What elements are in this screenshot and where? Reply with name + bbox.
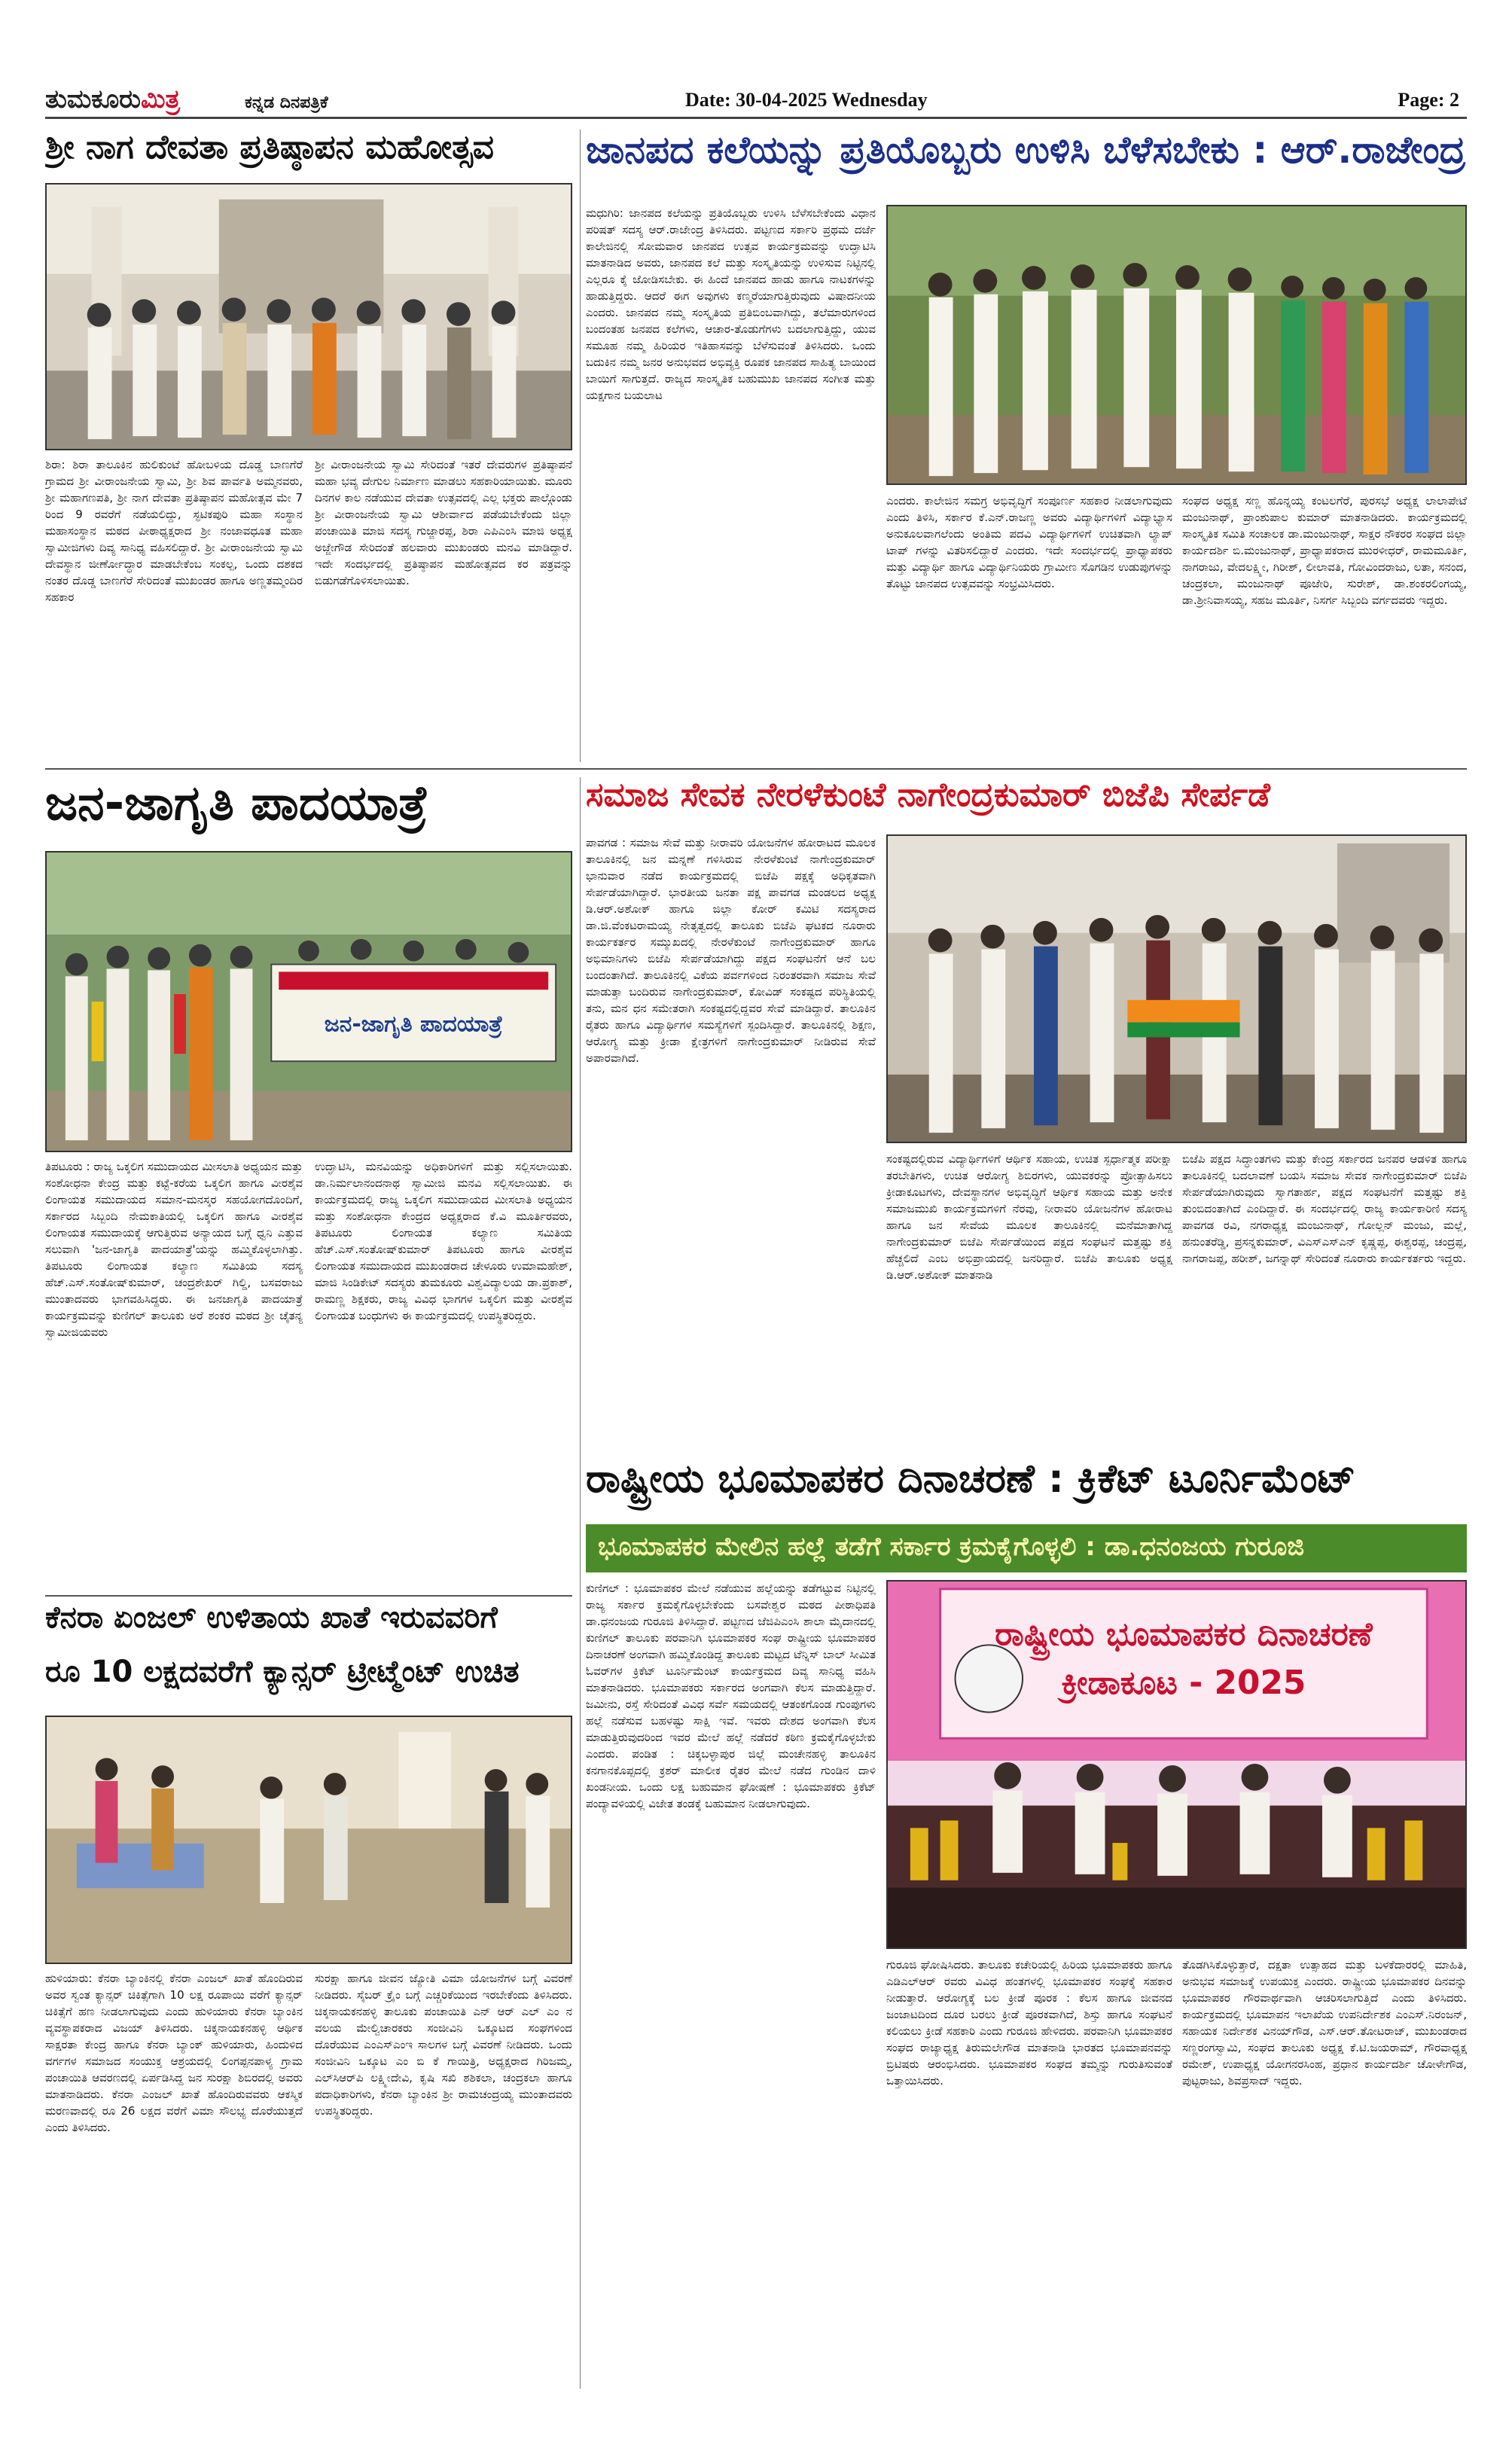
bjp-column-1: ಪಾವಗಡ : ಸಮಾಜ ಸೇವೆ ಮತ್ತು ನೀರಾವರಿ ಯೋಜನೆಗಳ ಹೋರಾಟದ ಮೂಲಕ ತಾಲೂಕಿನಲ್ಲಿ ಜನ ಮನ್ನಣೆ ಗಳಿಸಿರುವ ನೇರಳೆಕುಂಟೆ ನಾಗೇಂದ್ರಕುಮಾರ್ ಭಾನುವಾರ ನಡೆದ ಕಾರ್ಯಕ್ರಮದಲ್ಲಿ ಬಿಜೆಪಿ ಪಕ್ಷಕ್ಕೆ ಅಧಿಕೃತವಾಗಿ ಸೇರ್ಪಡೆಯಾಗಿದ್ದಾರೆ. ಭಾರತೀಯ ಜನತಾ ಪಕ್ಷ ಪಾವಗಡ ಮಂಡಲದ ಅಧ್ಯಕ್ಷ ಡಿ.ಆರ್.ಅಶೋಕ್ ಹಾಗೂ ಜಿಲ್ಲಾ ಕೋರ್ ಕಮಿಟಿ ಸದಸ್ಯರಾದ ಡಾ.ಜಿ.ವೆಂಕಟರಾಮಯ್ಯ ನೇತೃತ್ವದಲ್ಲಿ ತಾಲೂಕು ಬಿಜೆಪಿ ಘಟಕದ ನೂರಾರು ಕಾರ್ಯಕರ್ತರ ಸಮ್ಮುಖದಲ್ಲಿ ನೇರಳೆಕುಂಟೆ ನಾಗೇಂದ್ರಕುಮಾರ್ ಹಾಗೂ ಅಭಿಮಾನಿಗಳು ಬಿಜೆಪಿ ಸೇರ್ಪಡೆಯಾಗಿದ್ದು ಪಕ್ಷದ ಸಂಘಟನೆಗೆ ಆನೆ ಬಲ ಬಂದಂತಾಗಿದೆ. ತಾಲೂಕಿನಲ್ಲಿ ವಿಕೆಯ ಪರ್ವಗಳಿಂದ ನಿರಂತರವಾಗಿ ಸಮಾಜ ಸೇವೆ ಮಾಡುತ್ತಾ ಬಂದಿರುವ ನಾಗೇಂದ್ರಕುಮಾರ್, ಕೋವಿಡ್ ಸಂಕಷ್ಟದ ಪರಿಸ್ಥಿತಿಯಲ್ಲಿ ತನು, ಮನ ಧನ ಸಮೇತರಾಗಿ ಸಂಕಷ್ಟದಲ್ಲಿದ್ದವರ ಸೇವೆ ಮಾಡಿದ್ದಾರೆ. ತಾಲೂಕಿನ ರೈತರು ಹಾಗೂ ವಿದ್ಯಾರ್ಥಿಗಳ ಸಮಸ್ಯೆಗಳಿಗೆ ಸ್ಪಂದಿಸಿದ್ದಾರೆ. ತಾಲೂಕಿನಲ್ಲಿ ಶಿಕ್ಷಣ, ಆರೋಗ್ಯ ಮತ್ತು ಕ್ರೀಡಾ ಕ್ಷೇತ್ರಗಳಿಗೆ ನಾಗೇಂದ್ರಕುಮಾರ್ ನೀಡಿರುವ ಸೇವೆ ಅಪಾರವಾಗಿದೆ. (586, 836, 876, 1065)
issue-date: Date: 30-04-2025 Wednesday (685, 89, 928, 111)
masthead (45, 83, 1467, 119)
headline-canara-line2: ರೂ 10 ಲಕ್ಷದವರೆಗೆ ಕ್ಯಾನ್ಸರ್ ಟ್ರೀಟ್ಮೆಂಟ್ ಉಚಿತ (45, 1655, 520, 1689)
subheadline-bhumapaka: ಭೂಮಾಪಕರ ಮೇಲಿನ ಹಲ್ಲೆ ತಡೆಗೆ ಸರ್ಕಾರ ಕ್ರಮಕೈಗೊಳ್ಳಲಿ : ಡಾ.ಧನಂಜಯ ಗುರೂಜಿ (586, 1524, 1467, 1572)
photo-jagruti-rally (45, 851, 572, 1152)
newspaper-logo (45, 84, 180, 114)
bhumapaka-column-3: ತೊಡಗಿಸಿಕೊಳ್ಳುತ್ತಾರೆ, ದಕ್ಷತಾ ಉತ್ಸಾಹದ ಮತ್ತು ಬಳಕೆದಾರರಲ್ಲಿ ಮಾಹಿತಿ, ಅನುಭವ ಸಮಾಜಕ್ಕೆ ಉಪಯುಕ್ತ ಎಂದರು. ರಾಷ್ಟ್ರೀಯ ಭೂಮಾಪಕರ ದಿನವನ್ನು ಭೂಮಾಪಕರ ಗೌರವಾರ್ಥವಾಗಿ ಆಚರಿಸಲಾಗುತ್ತಿದೆ ಎಂದು ತಿಳಿಸಿದರು. ಕಾರ್ಯಕ್ರಮದಲ್ಲಿ ಭೂಮಾಪನ ಇಲಾಖೆಯ ಉಪನಿರ್ದೇಶಕ ಎಂಎಸ್.ನಿರಂಜನ್, ಸಹಾಯಕ ನಿರ್ದೇಶಕ ವಿನಯ್‌ಗೌಡ, ಎಸ್.ಆರ್.ತೋಟರಾಜ್, ಮುಖಂಡರಾದ ಸಣ್ಣರಂಗಸ್ವಾಮಿ, ಸಂಘದ ತಾಲೂಕು ಅಧ್ಯಕ್ಷ ಕೆ.ಟಿ.ಜಯರಾಮ್, ಗೌರವಾಧ್ಯಕ್ಷ ರಮೇಶ್, ಉಪಾಧ್ಯಕ್ಷ ಯೋಗನರಸಿಂಹ, ಪ್ರಧಾನ ಕಾರ್ಯದರ್ಶಿ ಚೋಳೇಗೌಡ, ಪುಟ್ಟರಾಜು, ಶಿವಪ್ರಸಾದ್ ಇದ್ದರು. (1182, 1958, 1467, 2088)
headline-canara-line1: ಕೆನರಾ ಏಂಜಲ್ ಉಳಿತಾಯ ಖಾತೆ ಇರುವವರಿಗೆ (45, 1601, 498, 1635)
bhumapaka-column-2: ಗುರೂಜಿ ಘೋಷಿಸಿದರು. ತಾಲೂಕು ಕಚೇರಿಯಲ್ಲಿ ಹಿರಿಯ ಭೂಮಾಪಕರು ಹಾಗೂ ಎಡಿಎಲ್‌ಆರ್ ರವರು ವಿವಿಧ ಹಂತಗಳಲ್ಲಿ ಭೂಮಾಪಕರ ಸಂಘಕ್ಕೆ ಸಹಕಾರ ನೀಡುತ್ತಾರೆ. ಆರೋಗ್ಯಕ್ಕೆ ಬಲ ಕ್ರೀಡೆ ಪೂರಕ : ಕೆಲಸ ಹಾಗೂ ಜೀವನದ ಜಂಜಾಟದಿಂದ ದೂರ ಬರಲು ಕ್ರೀಡೆ ಪೂರಕವಾಗಿದೆ, ಶಿಸ್ತು ಹಾಗೂ ಸಂಘಟನೆ ಕಲಿಯಲು ಕ್ರೀಡೆ ಸಹಕಾರಿ ಎಂದು ಗುರೂಜಿ ಹೇಳಿದರು. ಪರವಾನಿಗಿ ಭೂಮಾಪಕರ ಸಂಘದ ರಾಜ್ಯಾಧ್ಯಕ್ಷ ತಿರುಮಲೇಗೌಡ ಮಾತನಾಡಿ ಭಾರತದ ಭೂಮಾಪನವನ್ನು ಬ್ರಿಟಿಷರು ಆರಂಭಿಸಿದರು. ಭೂಮಾಪಕರ ಸಂಘದ ತಮ್ಮನ್ನು ಗುರುತಿಸುವಂತೆ ಒತ್ತಾಯಿಸಿದರು. (886, 1958, 1172, 2088)
bjp-group-photo (888, 836, 1465, 1142)
photo-naga-temple (45, 183, 572, 450)
photo-canara-meeting (45, 1716, 572, 1964)
logo-accent: ಮಿತ್ರ (140, 84, 180, 114)
column-divider (580, 777, 581, 2389)
bhumapaka-stage-photo (888, 1581, 1465, 1947)
naga-column-1: ಶಿರಾ: ಶಿರಾ ತಾಲೂಕಿನ ಹುಲಿಕುಂಟೆ ಹೋಬಳಿಯ ದೊಡ್ಡ ಬಾಣಗೆರೆ ಗ್ರಾಮದ ಶ್ರೀ ವೀರಾಂಜನೇಯ ಸ್ವಾಮಿ, ಶ್ರೀ ಶಿವ ಪಾರ್ವತಿ ಅಮ್ಮನವರು, ಶ್ರೀ ಮಹಾಗಣಪತಿ, ಶ್ರೀ ನಾಗ ದೇವತಾ ಪ್ರತಿಷ್ಠಾಪನ ಮಹೋತ್ಸವ ಮೇ 7 ರಿಂದ 9 ರವರೆಗೆ ನಡೆಯಲಿದ್ದು, ಸ್ಫಟಿಕಪುರಿ ಮಹಾ ಸಂಸ್ಥಾನ ಮಹಾಸಂಸ್ಥಾನ ಮಠದ ಪೀಠಾಧ್ಯಕ್ಷರಾದ ಶ್ರೀ ನಂಜಾವಧೂತ ಮಹಾ ಸ್ವಾಮೀಜಿಗಳು ದಿವ್ಯ ಸಾನಿಧ್ಯ ವಹಿಸಲಿದ್ದಾರೆ. ಶ್ರೀ ವೀರಾಂಜನೇಯ ಸ್ವಾಮಿ ದೇವಸ್ಥಾನ ಜೀರ್ಣೋದ್ಧಾರ ಮಾಡಬೇಕೆಂಬ ಸಂಕಲ್ಪ, ಒಂದು ದಶಕದ ನಂತರ ದೊಡ್ಡ ಬಾಣಗೆರೆ ಸೇರಿದಂತೆ ಮುಖಂಡರ ಹಾಗೂ ಅಣ್ಣತಮ್ಮಂದಿರ ಸಹಕಾರ (45, 458, 303, 604)
canara-meeting-photo (47, 1717, 571, 1963)
rally-group-photo (47, 852, 571, 1151)
photo-janapada-event (886, 205, 1467, 485)
stage-banner-line1: ರಾಷ್ಟ್ರೀಯ ಭೂಮಾಪಕರ ದಿನಾಚರಣೆ (995, 1615, 1373, 1654)
page-number: Page: 2 (1398, 89, 1459, 111)
janapada-column-3: ಸಂಘದ ಅಧ್ಯಕ್ಷ ಸಣ್ಣ ಹೊನ್ನಯ್ಯ ಕಂಟಲಗೆರೆ, ಪುರಸಭೆ ಅಧ್ಯಕ್ಷ ಲಾಲಾಪೇಟೆ ಮಂಜುನಾಥ್, ಪ್ರಾಂಶುಪಾಲ ಕುಮಾರ್ ಮಾತನಾಡಿದರು. ಕಾರ್ಯಕ್ರಮದಲ್ಲಿ ಸಾಂಸ್ಕೃತಿಕ ಸಮಿತಿ ಸಂಚಾಲಕ ಡಾ.ಮಂಜುನಾಥ್, ಸಾಕ್ಷರ ನೌಕರರ ಸಂಘದ ಜಿಲ್ಲಾ ಕಾರ್ಯದರ್ಶಿ ಬಿ.ಮಂಜುನಾಥ್, ಪ್ರಾಧ್ಯಾಪಕರಾದ ಮುರಳೀಧರ್, ರಾಮಮೂರ್ತಿ, ನಾಗರಾಜು, ವೇದಲಕ್ಷ್ಮೀ, ಗಿರೀಶ್, ಲೀಲಾವತಿ, ಗೋವಿಂದರಾಜು, ಲತಾ, ಸನಂದ, ಚಂದ್ರಕಲಾ, ಮಂಜುನಾಥ್ ಪೂಜೇರಿ, ಸುರೇಶ್, ಡಾ.ಶಂಕರಲಿಂಗಯ್ಯ, ಡಾ.ಶ್ರೀನಿವಾಸಯ್ಯ, ಸಹಜ ಮೂರ್ತಿ, ನಿಸರ್ಗ ಸಿಬ್ಬಂದಿ ವರ್ಗದವರು ಇದ್ದರು. (1182, 494, 1467, 607)
jagruti-column-1: ತಿಪಟೂರು : ರಾಜ್ಯ ಒಕ್ಕಲಿಗ ಸಮುದಾಯದ ಮೀಸಲಾತಿ ಅಧ್ಯಯನ ಮತ್ತು ಸಂಶೋಧನಾ ಕೇಂದ್ರ ಮತ್ತು ಕಟ್ಟೆ-ಕರೆಯ ಒಕ್ಕಲಿಗ ಹಾಗೂ ವೀರಶೈವ ಲಿಂಗಾಯತ ಸಮುದಾಯದ ಸಮಾನ-ಮನಸ್ಕರ ಸಹಯೋಗದೊಂದಿಗೆ, ಸರ್ಕಾರದ ಸಿಬ್ಬಂದಿ ನೇಮಕಾತಿಯಲ್ಲಿ ಒಕ್ಕಲಿಗ ಹಾಗೂ ವೀರಶೈವ ಲಿಂಗಾಯತ ಸಮುದಾಯಕ್ಕೆ ಆಗುತ್ತಿರುವ ಅನ್ಯಾಯದ ಬಗ್ಗೆ ಧ್ವನಿ ಎತ್ತುವ ಸಲುವಾಗಿ 'ಜನ-ಜಾಗೃತಿ ಪಾದಯಾತ್ರೆ'ಯನ್ನು ಹಮ್ಮಿಕೊಳ್ಳಲಾಗಿತ್ತು. ತಿಪಟೂರು ಲಿಂಗಾಯತ ಕಲ್ಯಾಣ ಸಮಿತಿಯ ಸದಸ್ಯ ಹೆಚ್.ಎಸ್.ಸಂತೋಷ್‌ಕುಮಾರ್, ಚಂದ್ರಶೇಖರ್ ಗಿಲ್ಡಿ, ಬಸವರಾಜು ಮುಂತಾದವರು ಭಾಗವಹಿಸಿದ್ದರು. ಈ ಜನಜಾಗೃತಿ ಪಾದಯಾತ್ರೆ ಕಾರ್ಯಕ್ರಮವನ್ನು ಕುಣಿಗಲ್ ತಾಲೂಕು ಅರೆ ಶಂಕರ ಮಠದ ಶ್ರೀ ಚೈತನ್ಯ ಸ್ವಾಮೀಜಿಯವರು (45, 1160, 303, 1339)
headline-jagruti: ಜನ-ಜಾಗೃತಿ ಪಾದಯಾತ್ರೆ (45, 777, 428, 831)
stage-banner-line2: ಕ್ರೀಡಾಕೂಟ - 2025 (1061, 1663, 1306, 1702)
logo-main: ತುಮಕೂರು (45, 84, 141, 114)
canara-column-2: ಸುರಕ್ಷಾ ಹಾಗೂ ಜೀವನ ಜ್ಯೋತಿ ವಿಮಾ ಯೋಜನೆಗಳ ಬಗ್ಗೆ ವಿವರಣೆ ನೀಡಿದರು. ಸೈಬರ್ ಕ್ರೈಂ ಬಗ್ಗೆ ಎಚ್ಚರಿಕೆಯಿಂದ ಇರಬೇಕೆಂದು ತಿಳಿಸಿದರು. ಚಿಕ್ಕನಾಯಕನಹಳ್ಳಿ ತಾಲೂಕು ಪಂಚಾಯಿತಿ ಎನ್ ಆರ್ ಎಲ್ ಎಂ ನ ವಲಯ ಮೇಲ್ವಿಚಾರಕರು ಸಂಜೀವಿನಿ ಒಕ್ಕೂಟದ ಸಂಘಗಳಿಂದ ದೊರೆಯುವ ಎಂಎಸ್‌ಎಂಇ ಸಾಲಗಳ ಬಗ್ಗೆ ವಿವರಣೆ ನೀಡಿದರು. ಒಂದು ಸಂಜೀವಿನಿ ಒಕ್ಕೂಟ ಎಂ ಬಿ ಕೆ ಗಾಯಿತ್ರಿ, ಅಧ್ಯಕ್ಷರಾದ ಗಿರಿಜಮ್ಮ, ಎಲ್‌ಸಿಆರ್‌ಪಿ ಲಕ್ಷ್ಮೀದೇವಿ, ಕೃಷಿ ಸಖಿ ಶಶಿಕಲಾ, ಚಂದ್ರಕಲಾ ಹಾಗೂ ಪದಾಧಿಕಾರಿಗಳು, ಕೆನರಾ ಬ್ಯಾಂಕಿನ ಶ್ರೀ ರಾಮಚಂದ್ರಯ್ಯ ಮುಂತಾದವರು ಉಪಸ್ಥಿತರಿದ್ದರು. (315, 1972, 572, 2118)
bjp-column-2: ಸಂಕಷ್ಟದಲ್ಲಿರುವ ವಿದ್ಯಾರ್ಥಿಗಳಿಗೆ ಆರ್ಥಿಕ ಸಹಾಯ, ಉಚಿತ ಸ್ಪರ್ಧಾತ್ಮಕ ಪರೀಕ್ಷಾ ತರಬೇತಿಗಳು, ಉಚಿತ ಆರೋಗ್ಯ ಶಿಬಿರಗಳು, ಯುವಕರನ್ನು ಪ್ರೋತ್ಸಾಹಿಸಲು ಕ್ರೀಡಾಕೂಟಗಳು, ದೇವಸ್ಥಾನಗಳ ಅಭಿವೃದ್ಧಿಗೆ ಆರ್ಥಿಕ ಸಹಾಯ ಮತ್ತು ಅನೇಕ ಸಮಾಜಮುಖಿ ಕಾರ್ಯಕ್ರಮಗಳಿಗೆ ನೆರವು, ನೀರಾವರಿ ಯೋಜನೆಗಳ ಹೋರಾಟ ಹಾಗೂ ಜನ ಸೇವೆಯ ಮೂಲಕ ತಾಲೂಕಿನಲ್ಲಿ ಮನೆಮಾತಾಗಿದ್ದ ನಾಗೇಂದ್ರಕುಮಾರ್ ಬಿಜೆಪಿ ಸೇರ್ಪಡೆಯಿಂದ ಪಕ್ಷದ ಸಂಘಟನೆ ಮತ್ತಷ್ಟು ಶಕ್ತಿ ಹೆಚ್ಚಲಿದೆ ಎಂಬ ಅಭಿಪ್ರಾಯದಲ್ಲಿ ಜನರಿದ್ದಾರೆ. ಬಿಜೆಪಿ ತಾಲೂಕು ಅಧ್ಯಕ್ಷ ಡಿ.ಆರ್.ಅಶೋಕ್ ಮಾತನಾಡಿ (886, 1152, 1172, 1282)
rally-banner-text: ಜನ-ಜಾಗೃತಿ ಪಾದಯಾತ್ರೆ (324, 1011, 503, 1038)
headline-janapada: ಜಾನಪದ ಕಲೆಯನ್ನು ಪ್ರತಿಯೊಬ್ಬರು ಉಳಿಸಿ ಬೆಳೆಸಬೇಕು : ಆರ್.ರಾಜೇಂದ್ರ (586, 130, 1466, 172)
column-divider (580, 130, 581, 762)
bhumapaka-column-1: ಕುಣಿಗಲ್ : ಭೂಮಾಪಕರ ಮೇಲೆ ನಡೆಯುವ ಹಲ್ಲೆಯನ್ನು ತಡೆಗಟ್ಟುವ ನಿಟ್ಟಿನಲ್ಲಿ ರಾಜ್ಯ ಸರ್ಕಾರ ಕ್ರಮಕೈಗೊಳ್ಳಬೇಕೆಂದು ಬಸವೇಶ್ವರ ಮಠದ ಪೀಠಾಧಿಪತಿ ಡಾ.ಧನಂಜಯ ಗುರೂಜಿ ತಿಳಿಸಿದ್ದಾರೆ. ಪಟ್ಟಣದ ಜೆಜಿಪಿಎಂಸಿ ಶಾಲಾ ಮೈದಾನದಲ್ಲಿ ಕುಣಿಗಲ್ ತಾಲೂಕು ಪರವಾನಿಗಿ ಭೂಮಾಪಕರ ಸಂಘ ರಾಷ್ಟ್ರೀಯ ಭೂಮಾಪಕರ ದಿನಾಚರಣೆ ಅಂಗವಾಗಿ ಹಮ್ಮಿಕೊಂಡಿದ್ದ ತಾಲೂಕು ಮಟ್ಟದ ಟೆನ್ನಿಸ್ ಬಾಲ್ ಸೀಮಿತ ಓವರ್‌ಗಳ ಕ್ರಿಕೆಟ್ ಟೂರ್ನಿಮೆಂಟ್ ಕಾರ್ಯಕ್ರಮದ ದಿವ್ಯ ಸಾನಿಧ್ಯ ವಹಿಸಿ ಮಾತನಾಡಿದರು. ಭೂಮಾಪಕರು ಸರ್ಕಾರದ ಅಂಗವಾಗಿ ಕೆಲಸ ಮಾಡುತ್ತಿದ್ದಾರೆ. ಜಮೀನು, ರಸ್ತೆ ಸೇರಿದಂತೆ ವಿವಿಧ ಸರ್ವೆ ಸಮಯದಲ್ಲಿ ಆತಂಕಗೊಂಡ ಗುಂಪುಗಳು ಹಲ್ಲೆ ನಡೆಸುವ ಬಹಳಷ್ಟು ಸಾಕ್ಷಿ ಇವೆ. ಇವರು ದೇಶದ ಅಂಗವಾಗಿ ಕೆಲಸ ಮಾಡುತ್ತಿರುವುದರಿಂದ ಇವರ ಮೇಲೆ ಹಲ್ಲೆ ನಡೆದರೆ ಕಠಿಣ ಕ್ರಮಕೈಗೊಳ್ಳಬೇಕು ಎಂದರು. ಪಂಡಿತ : ಚಿಕ್ಕಬಳ್ಳಾಪುರ ಜಿಲ್ಲೆ ಮಂಚೇನಹಳ್ಳಿ ತಾಲೂಕಿನ ಕನಗಾನಕೊಪ್ಪದಲ್ಲಿ ಕ್ರಶರ್ ಮಾಲೀಕ ರೈತರ ಮೇಲೆ ನಡೆದ ಗುಂಡಿನ ದಾಳಿ ಖಂಡನೀಯ. ಒಂದು ಲಕ್ಷ ಬಹುಮಾನ ಘೋಷಣೆ : ಭೂಮಾಪಕರು ಕ್ರಿಕೆಟ್ ಪಂದ್ಯಾವಳಿಯಲ್ಲಿ ವಿಜೇತ ತಂಡಕ್ಕೆ ಬಹುಮಾನ ನೀಡಲಾಗುವುದು. (586, 1581, 876, 1810)
newspaper-tagline: ಕನ್ನಡ ದಿನಪತ್ರಿಕೆ (245, 93, 328, 112)
janapada-column-1: ಮಧುಗಿರಿ: ಜಾನಪದ ಕಲೆಯನ್ನು ಪ್ರತಿಯೊಬ್ಬರು ಉಳಿಸಿ ಬೆಳೆಸಬೇಕೆಂದು ವಿಧಾನ ಪರಿಷತ್ ಸದಸ್ಯ ಆರ್.ರಾಜೇಂದ್ರ ತಿಳಿಸಿದರು. ಪಟ್ಟಣದ ಸರ್ಕಾರಿ ಪ್ರಥಮ ದರ್ಜೆ ಕಾಲೇಜಿನಲ್ಲಿ ಸೋಮವಾರ ಜಾನಪದ ಉತ್ಸವ ಕಾರ್ಯಕ್ರಮವನ್ನು ಉದ್ಘಾಟಿಸಿ ಮಾತನಾಡಿದ ಅವರು, ಜಾನಪದ ಕಲೆ ಮತ್ತು ಸಂಸ್ಕೃತಿಯನ್ನು ಉಳಿಸುವ ನಿಟ್ಟಿನಲ್ಲಿ ಎಲ್ಲರೂ ಕೈ ಜೋಡಿಸಬೇಕು. ಈ ಹಿಂದೆ ಜಾನಪದ ಹಾಡು ಹಾಗೂ ನಾಟಕಗಳನ್ನು ಹಾಡುತ್ತಿದ್ದರು. ಆದರೆ ಈಗ ಅವುಗಳು ಕಣ್ಮರೆಯಾಗುತ್ತಿರುವುದು ವಿಷಾದನೀಯ ಎಂದರು. ಜಾನಪದ ನಮ್ಮ ಸಂಸ್ಕೃತಿಯ ಪ್ರತಿಬಿಂಬವಾಗಿದ್ದು, ತಲೆಮಾರುಗಳಿಂದ ಬಂದಂತಹ ಜನಪದ ಕಲೆಗಳು, ಆಚಾರ-ತೊಡುಗೆಗಳು ಬದಲಾಗುತ್ತಿದ್ದು, ಯುವ ಸಮೂಹ ನಮ್ಮ ಹಿರಿಯರ ಇತಿಹಾಸವನ್ನು ಬೆಳೆಸುವಂತೆ ತಿಳಿಸಿದರು. ಒಂದು ಬದುಕಿನ ನಮ್ಮ ಜನರ ಅನುಭವದ ಅಭಿವ್ಯಕ್ತಿ ರೂಪಕ ಜಾನಪದ ಸಾಹಿತ್ಯ ಬಾಯಿಂದ ಬಾಯಿಗೆ ಸಾಗುತ್ತದೆ. ರಾಜ್ಯದ ಸಾಂಸ್ಕೃತಿಕ ಬಹುಮುಖ ಜಾನಪದ ಸಂಗೀತ ಮತ್ತು ಯಕ್ಷಗಾನ ಬಯಲಾಟ (586, 206, 876, 402)
naga-column-2: ಶ್ರೀ ವೀರಾಂಜನೇಯ ಸ್ವಾಮಿ ಸೇರಿದಂತೆ ಇತರೆ ದೇವರುಗಳ ಪ್ರತಿಷ್ಠಾಪನೆ ಮಹಾ ಭವ್ಯ ದೇಗುಲ ನಿರ್ಮಾಣ ಮಾಡಲು ಸಹಕಾರಿಯಾಯಿತು. ಮೂರು ದಿನಗಳ ಕಾಲ ನಡೆಯುವ ದೇವತಾ ಉತ್ಸವದಲ್ಲಿ ಎಲ್ಲ ಭಕ್ತರು ಪಾಲ್ಗೊಂಡು ಶ್ರೀ ವೀರಾಂಜನೇಯ ಸ್ವಾಮಿ ಆಶೀರ್ವಾದ ಪಡೆಯಬೇಕೆಂದು ಜಿಲ್ಲಾ ಪಂಚಾಯಿತಿ ಮಾಜಿ ಸದಸ್ಯ ಗುಜ್ಜಾರಪ್ಪ, ಶಿರಾ ಎಪಿಎಂಸಿ ಮಾಜಿ ಅಧ್ಯಕ್ಷ ಅಜ್ಜೇಗೌಡ ಸೇರಿದಂತೆ ಹಲವಾರು ಮುಖಂಡರು ಮನವಿ ಮಾಡಿದ್ದಾರೆ. ಇದೇ ಸಂದರ್ಭದಲ್ಲಿ ಪ್ರತಿಷ್ಠಾಪನ ಮಹೋತ್ಸವದ ಕರ ಪತ್ರವನ್ನು ಬಿಡುಗಡೆಗೊಳಿಸಲಾಯಿತು. (315, 458, 572, 587)
section-divider (45, 1595, 572, 1597)
headline-naga: ಶ್ರೀ ನಾಗ ದೇವತಾ ಪ್ರತಿಷ್ಠಾಪನ ಮಹೋತ್ಸವ (45, 130, 494, 166)
headline-bjp: ಸಮಾಜ ಸೇವಕ ನೇರಳೆಕುಂಟೆ ನಾಗೇಂದ್ರಕುಮಾರ್ ಬಿಜೆಪಿ ಸೇರ್ಪಡೆ (586, 777, 1270, 814)
photo-bhumapaka-stage (886, 1580, 1467, 1949)
headline-bhumapaka: ರಾಷ್ಟ್ರೀಯ ಭೂಮಾಪಕರ ದಿನಾಚರಣೆ : ಕ್ರಿಕೆಟ್ ಟೂರ್ನಿಮೆಂಟ್ (586, 1458, 1356, 1502)
photo-bjp-joining (886, 834, 1467, 1143)
canara-column-1: ಹುಳಿಯಾರು: ಕೆನರಾ ಬ್ಯಾಂಕಿನಲ್ಲಿ ಕೆನರಾ ಎಂಜಲ್ ಖಾತೆ ಹೊಂದಿರುವ ಅವರ ಸ್ವಂತ ಕ್ಯಾನ್ಸರ್ ಚಿಕಿತ್ಸೆಗಾಗಿ 10 ಲಕ್ಷ ರೂಪಾಯಿ ವರೆಗೆ ಕ್ಯಾನ್ಸರ್ ಚಿಕಿತ್ಸೆಗೆ ಹಣ ನೀಡಲಾಗುವುದು ಎಂದು ಹುಳಿಯಾರು ಕೆನರಾ ಬ್ಯಾಂಕಿನ ವ್ಯವಸ್ಥಾಪಕರಾದ ವಿಜಯ್ ತಿಳಿಸಿದರು. ಚಿಕ್ಕನಾಯಕನಹಳ್ಳಿ ಆರ್ಥಿಕ ಸಾಕ್ಷರತಾ ಕೇಂದ್ರ ಹಾಗೂ ಕೆನರಾ ಬ್ಯಾಂಕ್ ಹುಳಿಯಾರು, ಹಿಂದುಳಿದ ವರ್ಗಗಳ ಸಮಾಜದ ಸಂಯುಕ್ತ ಆಶ್ರಯದಲ್ಲಿ ಲಿಂಗಪ್ಪನಪಾಳ್ಯ ಗ್ರಾಮ ಪಂಚಾಯಿತಿ ಆವರಣದಲ್ಲಿ ಏರ್ಪಡಿಸಿದ್ದ ಜನ ಸುರಕ್ಷಾ ಶಿಬಿರದಲ್ಲಿ ಅವರು ಮಾತನಾಡಿದರು. ಕೆನರಾ ಎಂಜಲ್ ಖಾತೆ ಹೊಂದಿರುವವರು ಆಕಸ್ಮಿಕ ಮರಣವಾದಲ್ಲಿ ರೂ 26 ಲಕ್ಷದ ವರೆಗೆ ವಿಮಾ ಸೌಲಭ್ಯ ದೊರೆಯುತ್ತದೆ ಎಂದು ತಿಳಿಸಿದರು. (45, 1972, 303, 2134)
section-divider (45, 768, 1467, 770)
janapada-column-2: ಎಂದರು. ಕಾಲೇಜಿನ ಸಮಗ್ರ ಅಭಿವೃದ್ಧಿಗೆ ಸಂಪೂರ್ಣ ಸಹಕಾರ ನೀಡಲಾಗುವುದು ಎಂದು ತಿಳಿಸಿ, ಸರ್ಕಾರ ಕೆ.ಎನ್.ರಾಜಣ್ಣ ಅವರು ವಿದ್ಯಾರ್ಥಿಗಳಿಗೆ ವಿದ್ಯಾಭ್ಯಾಸ ಅನುಕೂಲವಾಗಲೆಂದು ಅಂತಿಮ ಪದವಿ ವಿದ್ಯಾರ್ಥಿಗಳಿಗೆ ಉಚಿತವಾಗಿ ಲ್ಯಾಪ್ ಟಾಪ್ ಗಳನ್ನು ವಿತರಿಸಲಿದ್ದಾರೆ ಎಂದರು. ಇದೇ ಸಂದರ್ಭದಲ್ಲಿ ಪ್ರಾಧ್ಯಾಪಕರು ಮತ್ತು ವಿದ್ಯಾರ್ಥಿ ಹಾಗೂ ವಿದ್ಯಾರ್ಥಿನಿಯರು ಗ್ರಾಮೀಣ ಸೊಗಡಿನ ಉಡುಪುಗಳನ್ನು ತೊಟ್ಟು ಜಾನಪದ ಉತ್ಸವವನ್ನು ಸಂಭ್ರಮಿಸಿದರು. (886, 494, 1172, 590)
jagruti-column-2: ಉದ್ಘಾಟಿಸಿ, ಮನವಿಯನ್ನು ಅಧಿಕಾರಿಗಳಿಗೆ ಮತ್ತು ಸಲ್ಲಿಸಲಾಯಿತು. ಡಾ.ನಿರ್ಮಲಾನಂದನಾಥ ಸ್ವಾಮೀಜಿ ಮನವಿ ಸಲ್ಲಿಸಲಾಯಿತು. ಈ ಕಾರ್ಯಕ್ರಮದಲ್ಲಿ ರಾಜ್ಯ ಒಕ್ಕಲಿಗ ಸಮುದಾಯದ ಮೀಸಲಾತಿ ಅಧ್ಯಯನ ಮತ್ತು ಸಂಶೋಧನಾ ಕೇಂದ್ರದ ಅಧ್ಯಕ್ಷರಾದ ಕೆ.ವಿ ಮೂರ್ತಿರವರು, ತಿಪಟೂರು ಲಿಂಗಾಯತ ಕಲ್ಯಾಣ ಸಮಿತಿಯ ಹೆಚ್.ಎಸ್.ಸಂತೋಷ್‌ಕುಮಾರ್ ತಿಪಟೂರು ಹಾಗೂ ವೀರಶೈವ ಲಿಂಗಾಯತ ಸಮುದಾಯದ ಮುಖಂಡರಾದ ಚೇಳೂರು ಉಮಾಮಹೇಶ್, ಮಾಜಿ ಸಿಂಡಿಕೇಟ್ ಸದಸ್ಯರು ತುಮಕೂರು ವಿಶ್ವವಿದ್ಯಾಲಯ ಡಾ.ಪ್ರಕಾಶ್, ರಾಮಣ್ಣ ಶಿಕ್ಷಕರು, ರಾಜ್ಯ ವಿವಿಧ ಭಾಗಗಳ ಒಕ್ಕಲಿಗ ಮತ್ತು ವೀರಶೈವ ಲಿಂಗಾಯತ ಬಂಧುಗಳು ಈ ಕಾರ್ಯಕ್ರಮದಲ್ಲಿ ಉಪಸ್ಥಿತರಿದ್ದರು. (315, 1160, 572, 1322)
janapada-group-photo (888, 206, 1465, 483)
bjp-column-3: ಬಿಜೆಪಿ ಪಕ್ಷದ ಸಿದ್ಧಾಂತಗಳು ಮತ್ತು ಕೇಂದ್ರ ಸರ್ಕಾರದ ಜನಪರ ಆಡಳಿತ ಹಾಗೂ ತಾಲೂಕಿನಲ್ಲಿ ಬದಲಾವಣೆ ಬಯಸಿ ಸಮಾಜ ಸೇವಕ ನಾಗೇಂದ್ರಕುಮಾರ್ ಬಿಜೆಪಿ ಸೇರ್ಪಡೆಯಾಗಿರುವುದು ಸ್ವಾಗತಾರ್ಹ, ಪಕ್ಷದ ಸಂಘಟನೆಗೆ ಮತ್ತಷ್ಟು ಶಕ್ತಿ ತುಂಬಿದಂತಾಗಿದೆ ಎಂದಿದ್ದಾರೆ. ಈ ಸಂದರ್ಭದಲ್ಲಿ ರಾಜ್ಯ ಕಾರ್ಯಕಾರಿಣಿ ಸದಸ್ಯ ಪಾವಗಡ ರವಿ, ನಗರಾಧ್ಯಕ್ಷ ಮಂಜುನಾಥ್, ಗೋಲ್ಲನ್ ಮಂಜು, ಮಲ್ಲೆ, ಹನುಂತರೆಡ್ಡಿ, ಪ್ರಸನ್ನಕುಮಾರ್, ವಿಎಸ್‌ಎಸ್‌ಎನ್ ಕೃಷ್ಣಪ್ಪ, ಈಶ್ವರಪ್ಪ, ಚಂದ್ರಪ್ಪ, ನಾಗರಾಜಪ್ಪ, ಹರೀಶ್, ಜಗನ್ನಾಥ್ ಸೇರಿದಂತೆ ನೂರಾರು ಕಾರ್ಯಕರ್ತರು ಇದ್ದರು. (1182, 1152, 1467, 1265)
temple-group-photo (47, 185, 571, 449)
